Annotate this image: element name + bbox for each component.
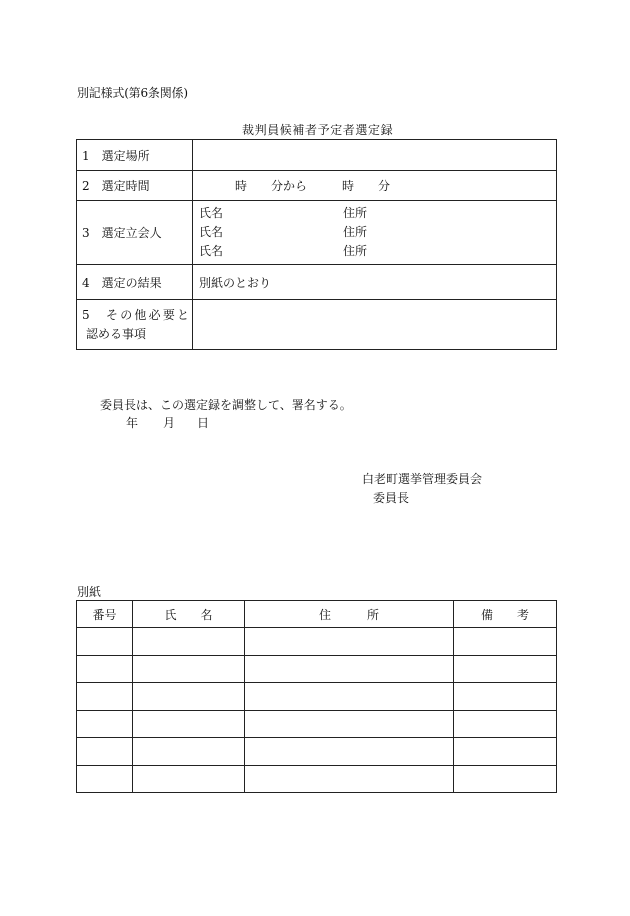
cell-address <box>245 710 454 738</box>
table-row <box>77 683 557 711</box>
cell-name <box>133 628 245 656</box>
time-hour1-unit: 時 <box>235 178 248 193</box>
time-minute-from-unit: 分から <box>271 178 308 193</box>
witness-name-label: 氏名 <box>199 206 224 220</box>
cell-number <box>77 628 133 656</box>
witness-name-label: 氏名 <box>199 225 224 239</box>
table-row <box>77 628 557 656</box>
cell-name <box>133 738 245 766</box>
table-row <box>77 738 557 766</box>
time-hour2-unit: 時 <box>342 178 355 193</box>
place-label: 1 選定場所 <box>77 140 193 171</box>
cell-remarks <box>454 710 557 738</box>
witness-entry <box>199 223 556 242</box>
table-row <box>77 201 557 265</box>
cell-number <box>77 655 133 683</box>
other-label <box>77 300 193 350</box>
table-row <box>77 171 557 201</box>
witness-entry <box>199 242 556 261</box>
signature-organization: 白老町選挙管理委員会 <box>362 472 483 486</box>
cell-address <box>245 738 454 766</box>
column-header-address: 住 所 <box>245 601 454 628</box>
attachment-label: 別紙 <box>77 585 102 599</box>
table-row <box>77 765 557 793</box>
witness-address-label: 住所 <box>343 225 368 239</box>
cell-remarks <box>454 738 557 766</box>
date-month: 月 <box>163 416 176 430</box>
result-value: 別紙のとおり <box>193 265 557 300</box>
witness-label: 3 選定立会人 <box>77 201 193 265</box>
other-label-line2: 認める事項 <box>86 326 147 341</box>
record-table <box>76 139 557 350</box>
time-label: 2 選定時間 <box>77 171 193 201</box>
column-header-name: 氏 名 <box>133 601 245 628</box>
form-header: 別記様式(第6条関係) <box>77 86 188 100</box>
cell-number <box>77 683 133 711</box>
witness-address-label: 住所 <box>343 244 368 258</box>
date-year: 年 <box>126 416 139 430</box>
cell-number <box>77 738 133 766</box>
cell-number <box>77 710 133 738</box>
table-row <box>77 140 557 171</box>
other-label-line1: 5 その他必要と <box>82 307 192 322</box>
cell-name <box>133 655 245 683</box>
column-header-number: 番号 <box>77 601 133 628</box>
cell-remarks <box>454 628 557 656</box>
table-header-row <box>77 601 557 628</box>
time-minute-unit: 分 <box>378 178 391 193</box>
witness-entry <box>199 204 556 223</box>
cell-remarks <box>454 683 557 711</box>
time-value <box>193 171 557 201</box>
witness-list <box>193 201 557 265</box>
page-title: 裁判員候補者予定者選定録 <box>242 123 394 137</box>
table-row <box>77 265 557 300</box>
place-value <box>193 140 557 171</box>
witness-name-label: 氏名 <box>199 244 224 258</box>
cell-remarks <box>454 765 557 793</box>
table-row <box>77 710 557 738</box>
result-label: 4 選定の結果 <box>77 265 193 300</box>
cell-address <box>245 683 454 711</box>
attachment-table <box>76 600 557 793</box>
witness-address-label: 住所 <box>343 206 368 220</box>
date-day: 日 <box>197 416 210 430</box>
signature-role: 委員長 <box>373 491 410 505</box>
table-row <box>77 655 557 683</box>
statement: 委員長は、この選定録を調整して、署名する。 <box>100 398 352 412</box>
cell-address <box>245 765 454 793</box>
cell-name <box>133 765 245 793</box>
cell-name <box>133 683 245 711</box>
cell-address <box>245 628 454 656</box>
table-row <box>77 300 557 350</box>
cell-name <box>133 710 245 738</box>
column-header-remarks: 備 考 <box>454 601 557 628</box>
other-value <box>193 300 557 350</box>
cell-number <box>77 765 133 793</box>
cell-address <box>245 655 454 683</box>
cell-remarks <box>454 655 557 683</box>
